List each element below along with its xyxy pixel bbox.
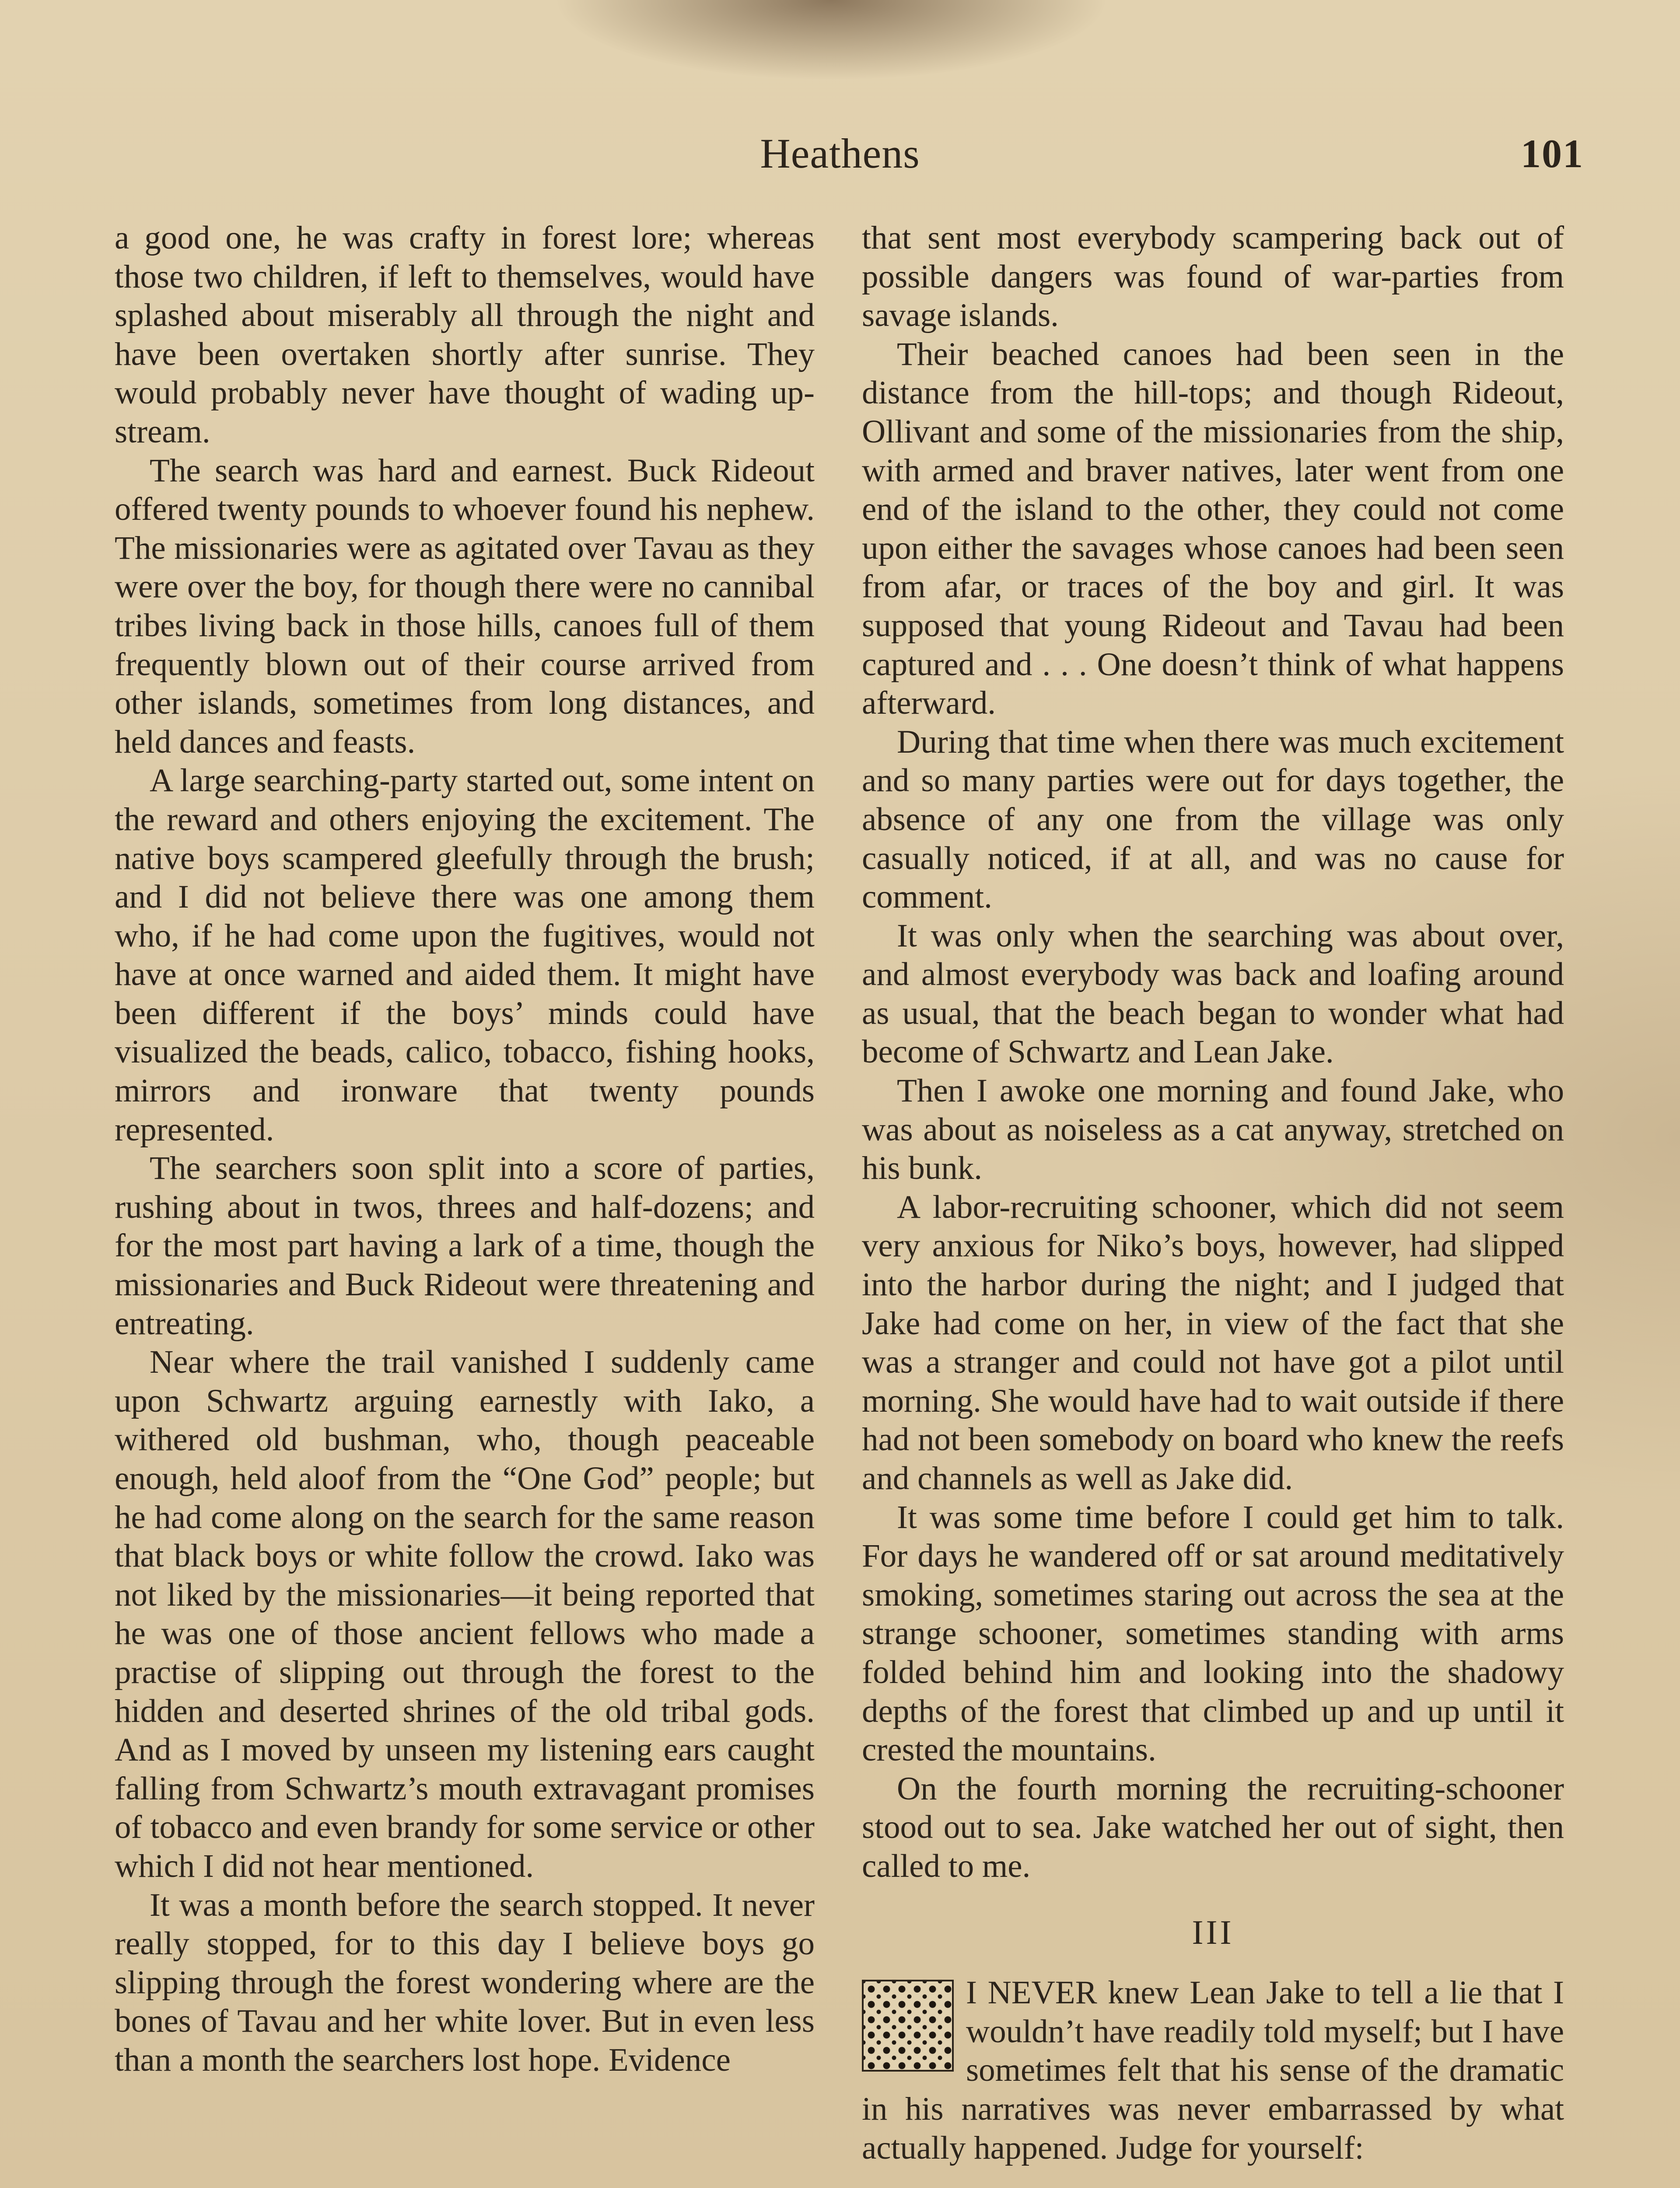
left-column [115,219,815,2080]
paragraph: a good one, he was crafty in forest lore; whereas those two children, if left to themselves, would have splashed about miserably all through the night and have been overtaken shortly after sunrise. They would probably never have thought of wading up-stream. [115,220,815,450]
paragraph: that sent most everybody scampering back out of possible dangers was found of war-parties from savage islands. [862,220,1564,334]
paragraph: It was only when the searching was about over, and almost everybody was back and loafing around as usual, that the beach began to wonder what had become of Schwartz and Lean Jake. [862,917,1564,1070]
paragraph: A labor-recruiting schooner, which did not seem very anxious for Niko’s boys, however, had slipped into the harbor during the night; and I judged that Jake had come on her, in view of the fact that she was a stranger and could not have got a pilot until morning. She would have had to wait outside if there had not been somebody on board who knew the reefs and channels as well as Jake did. [862,1189,1564,1497]
paragraph: Then I awoke one morning and found Jake, who was about as noiseless as a cat anyway, stretched on his bunk. [862,1073,1564,1187]
paragraph: The searchers soon split into a score of parties, rushing about in twos, threes and half-dozens; and for the most part having a lark of a time, though the missionaries and Buck Rideout were threatening and entreating. [115,1150,815,1342]
running-head-title: Heathens [760,130,920,177]
section-heading: III [1192,1913,1234,1951]
paragraph: It was some time before I could get him to talk. For days he wandered off or sat around meditatively smoking, sometimes staring out across the sea at the strange schooner, sometimes standing with arms folded behind him and looking into the shadowy depths of the forest that climbed up and up until it crested the mountains. [862,1499,1564,1768]
page-number: 101 [1521,131,1584,176]
paragraph: During that time when there was much excitement and so many parties were out for days together, the absence of any one from the village was only casually noticed, if at all, and was no cause for comment. [862,723,1564,915]
paragraph: Near where the trail vanished I suddenly came upon Schwartz arguing earnestly with Iako, a withered old bushman, who, though peaceable enough, held aloof from the “One God” people; but he had come along on the search for the same reason that black boys or white follow the crowd. Iako was not liked by the missionaries—it being reported that he was one of those ancient fellows who made a practise of slipping out through the forest to the hidden and deserted shrines of the old tribal gods. And as I moved by unseen my listening ears caught falling from Schwartz’s mouth extravagant promises of tobacco and even brandy for some service or other which I did not hear mentioned. [115,1344,815,1884]
paragraph: I NEVER knew Lean Jake to tell a lie that I wouldn’t have readily told myself; but I have sometimes felt that his sense of the dramatic in his narratives was never embarrassed by what actually happened. Judge for yourself: [862,1974,1564,2166]
paragraph: The search was hard and earnest. Buck Rideout offered twenty pounds to whoever found his nephew. The missionaries were as agitated over Tavau as they were over the boy, for though there were no cannibal tribes living back in those hills, canoes full of them frequently blown out of their course arrived from other islands, sometimes from long distances, and held dances and feasts. [115,452,815,760]
paragraph: Their beached canoes had been seen in the distance from the hill-tops; and though Rideout, Ollivant and some of the missionaries from the ship, with armed and braver natives, later went from one end of the island to the other, they could not come upon either the savages whose canoes had been seen from afar, or traces of the boy and girl. It was supposed that young Rideout and Tavau had been captured and . . . One doesn’t think of what happens afterward. [862,336,1564,722]
section-opening [862,1974,1564,2167]
right-column [862,219,1564,2167]
ornament-icon [862,1980,954,2072]
paragraph: On the fourth morning the recruiting-schooner stood out to sea. Jake watched her out of sight, then called to me. [862,1770,1564,1884]
paragraph: It was a month before the search stopped. It never really stopped, for to this day I believe boys go slipping through the forest wondering where are the bones of Tavau and her white lover. But in even less than a month the searchers lost hope. Evidence [115,1886,815,2078]
paragraph: A large searching-party started out, some intent on the reward and others enjoying the excitement. The native boys scampered gleefully through the brush; and I did not believe there was one among them who, if he had come upon the fugitives, would not have at once warned and aided them. It might have been different if the boys’ minds could have visualized the beads, calico, tobacco, fishing hooks, mirrors and ironware that twenty pounds represented. [115,762,815,1148]
